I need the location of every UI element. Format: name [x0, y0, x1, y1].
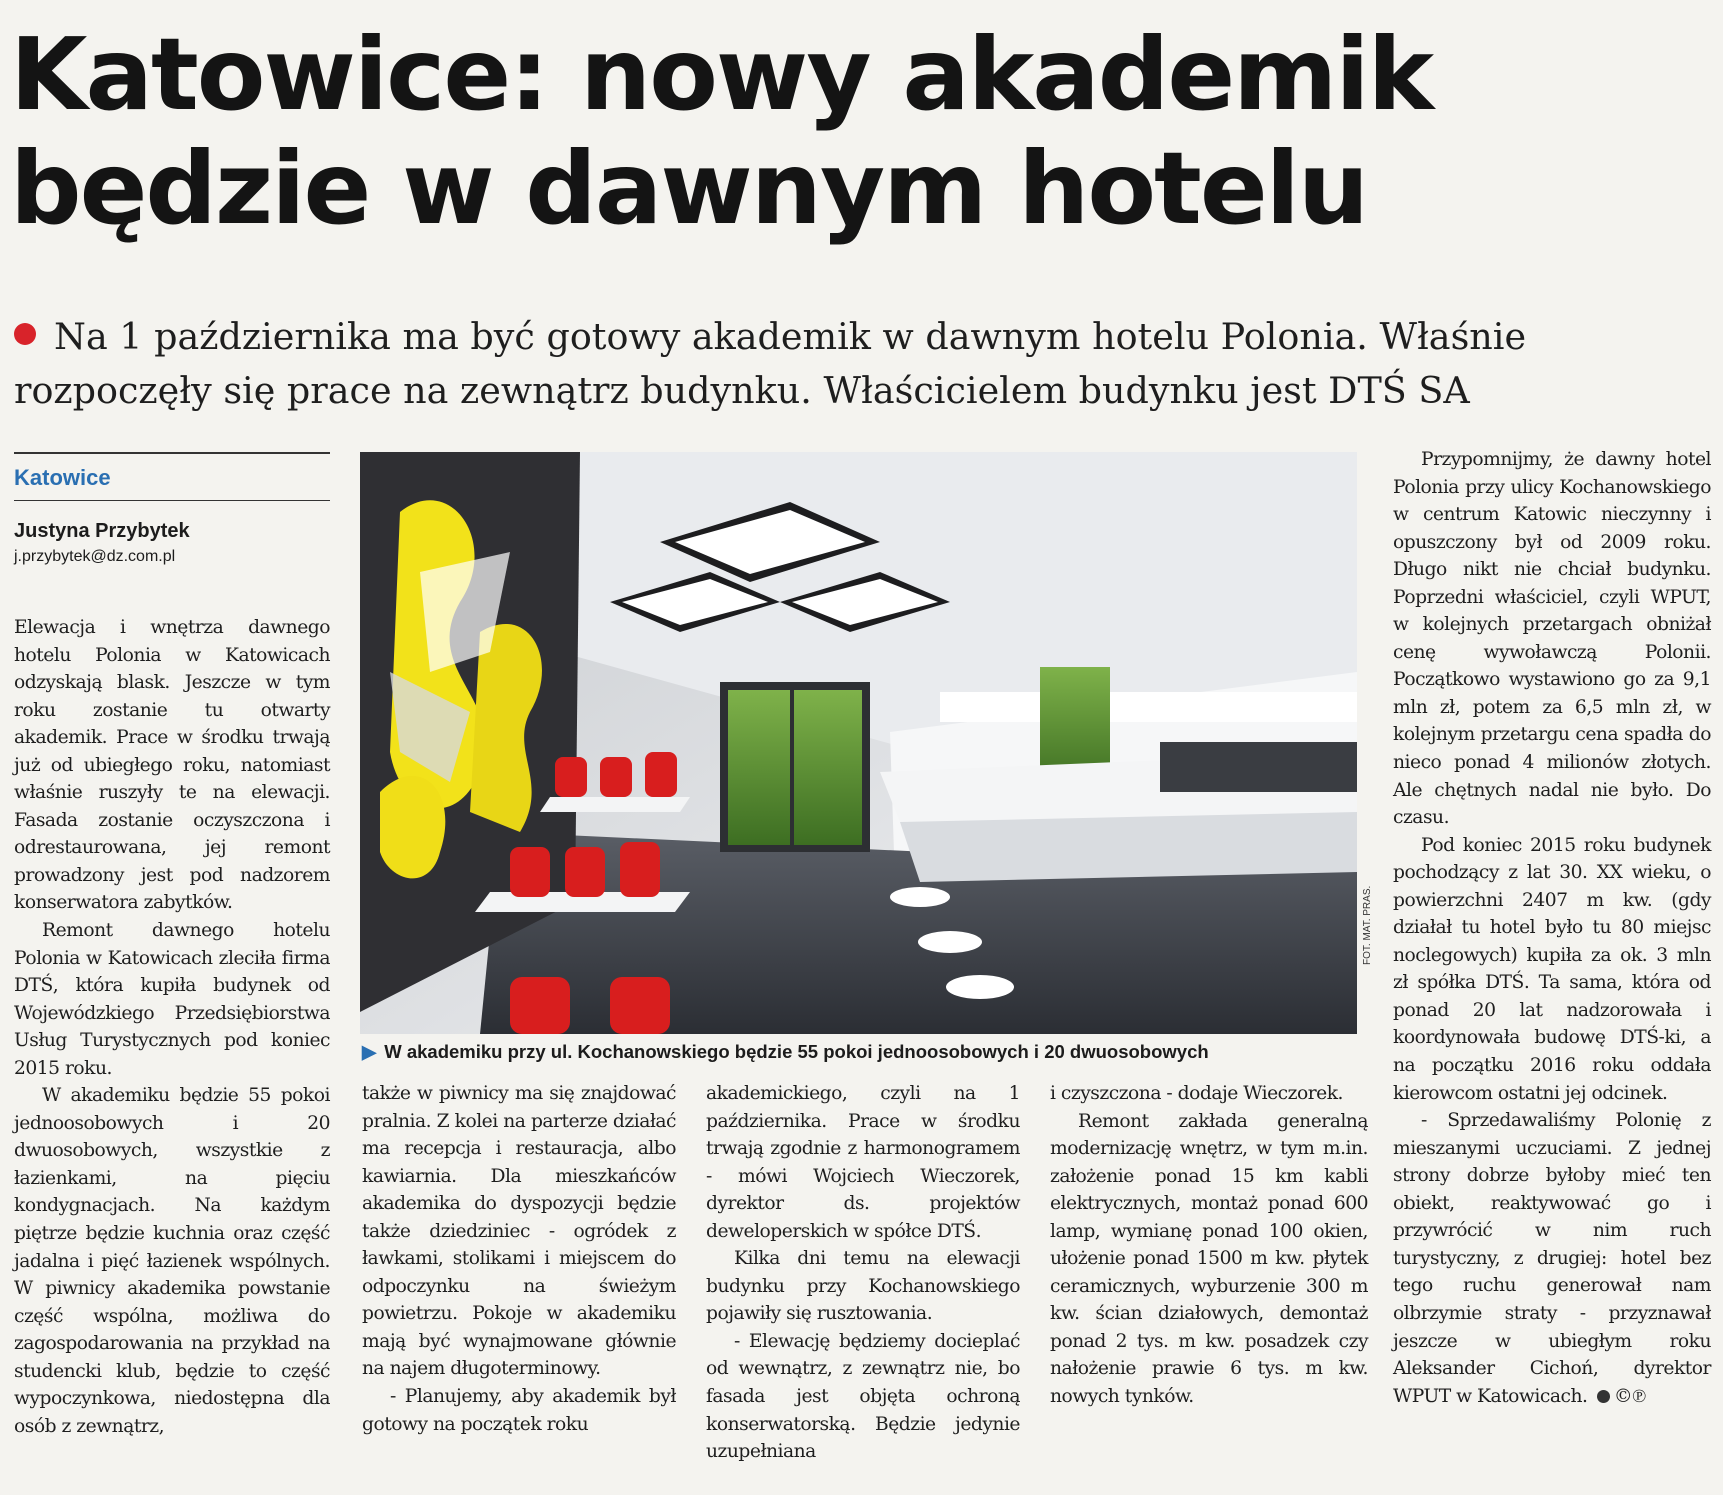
- col3-paragraph-1: akademickiego, czyli na 1 października. Prace w środku trwają zgodnie z harmonogramem - mówi Wojciech Wieczorek, dyrektor ds. projektów deweloperskich w spółce DTŚ.: [706, 1083, 1020, 1242]
- caption-triangle-icon: ▶: [362, 1041, 377, 1062]
- author-email: j.przybytek@dz.com.pl: [14, 548, 176, 565]
- author-name: Justyna Przybytek: [14, 520, 190, 542]
- article-photo: [360, 452, 1357, 1034]
- column-4: [1050, 1080, 1368, 1411]
- byline-mid-rule: [14, 500, 330, 501]
- col4-paragraph-1: i czyszczona - dodaje Wieczorek.: [1050, 1083, 1344, 1104]
- photo-credit: FOT. MAT. PRAS.: [1362, 885, 1373, 965]
- photo-caption-text: W akademiku przy ul. Kochanowskiego będzie 55 pokoi jednoosobowych i 20 dwuosobowych: [384, 1041, 1209, 1062]
- lead: [14, 310, 1714, 418]
- byline-top-rule: [14, 452, 330, 454]
- col3-paragraph-2: Kilka dni temu na elewacji budynku przy Kochanowskiego pojawiły się rusztowania.: [706, 1248, 1020, 1325]
- col5-paragraph-2: Pod koniec 2015 roku budynek pochodzący z lat 30. XX wieku, o powierzchni 2407 m kw. (gdy działał tu hotel było tu 80 miejsc noclegowych) kupiła za ok. 3 mln zł spółka DTŚ. Ta sama, która od ponad 20 lat nadzorowała i koordynowała budowę DTŚ-ki, a na początku 2016 roku oddała kierowcom ostatni jej odcinek.: [1393, 834, 1711, 1104]
- col4-paragraph-2: Remont zakłada generalną modernizację wnętrz, w tym m.in. założenie ponad 15 km kabli elektrycznych, montaż ponad 600 lamp, wymianę ponad 100 okien, ułożenie ponad 1500 m kw. płytek ceramicznych, wyburzenie 300 m kw. ścian działowych, demontaż ponad 2 tys. m kw. posadzek czy nałożenie prawie 6 tys. m kw. nowych tynków.: [1050, 1110, 1368, 1408]
- lead-line-1: Na 1 października ma być gotowy akademik w dawnym hotelu Polonia. Właśnie: [54, 315, 1527, 358]
- red-bullet-icon: [14, 323, 36, 345]
- col1-paragraph-1: Elewacja i wnętrza dawnego hotelu Polonia w Katowicach odzyskają blask. Jeszcze w tym roku zostanie tu otwarty akademik. Prace w środku trwają już od ubiegłego roku, natomiast właśnie ruszyły te na elewacji. Fasada zostanie oczyszczona i odrestaurowana, jej remont prowadzony jest pod nadzorem konserwatora zabytków.: [14, 617, 330, 914]
- photo-caption: [362, 1041, 1209, 1063]
- col1-paragraph-3: W akademiku będzie 55 pokoi jednoosobowych i 20 dwuosobowych, wszystkie z łazienkami, na pięciu kondygnacjach. Na każdym piętrze będzie kuchnia oraz część jadalna i pięć łazienek wspólnych. W piwnicy akademika powstanie część wspólna, możliwa do zagospodarowania na przykład na studencki klub, będzie to część wypoczynkowa, niedostępna dla osób z zewnątrz,: [14, 1085, 330, 1437]
- headline-line-2: będzie w dawnym hotelu: [10, 130, 1368, 247]
- headline: [10, 18, 1710, 246]
- col3-paragraph-3: - Elewację będziemy docieplać od wewnątrz, z zewnątrz nie, bo fasada jest objęta ochroną konserwatorską. Będzie jedynie uzupełniana: [706, 1330, 1020, 1463]
- col5-paragraph-3: [1393, 1107, 1711, 1410]
- section-label: Katowice: [14, 465, 111, 490]
- col5-paragraph-3-text: - Sprzedawaliśmy Polonię z mieszanymi uczuciami. Z jednej strony dobrze byłoby mieć ten obiekt, reaktywować go i przywrócić w nim ruch turystyczny, z drugiej: hotel bez tego ruchu generował nam olbrzymie straty - przyznawał jeszcze w ubiegłym roku Aleksander Cichoń, dyrektor WPUT w Katowicach.: [1393, 1110, 1711, 1407]
- copyright-sign: ©℗: [1613, 1385, 1646, 1407]
- column-5: [1393, 446, 1711, 1410]
- col1-paragraph-2: Remont dawnego hotelu Polonia w Katowicach zleciła firma DTŚ, która kupiła budynek od Wojewódzkiego Przedsiębiorstwa Usług Turystycznych pod koniec 2015 roku.: [14, 920, 330, 1079]
- lead-line-2: rozpoczęły się prace na zewnątrz budynku. Właścicielem budynku jest DTŚ SA: [14, 369, 1470, 412]
- column-1: [14, 614, 330, 1440]
- col2-paragraph-1: także w piwnicy ma się znajdować pralnia. Z kolei na parterze działać ma recepcja i restauracja, albo kawiarnia. Dla mieszkańców akademika do dyspozycji będzie także dziedziniec - ogródek z ławkami, stolikami i miejscem do odpoczynku na świeżym powietrzu. Pokoje w akademiku mają być wynajmowane głównie na najem długoterminowy.: [362, 1083, 676, 1380]
- end-mark-icon: [1597, 1390, 1610, 1403]
- col2-paragraph-2: - Planujemy, aby akademik był gotowy na początek roku: [362, 1386, 676, 1435]
- col5-paragraph-1: Przypomnijmy, że dawny hotel Polonia przy ulicy Kochanowskiego w centrum Katowic nieczynny i opuszczony był od 2009 roku. Długo nikt nie chciał budynku. Poprzedni właściciel, czyli WPUT, w kolejnych przetargach obniżał cenę wywoławczą Polonii. Początkowo wystawiono go za 9,1 mln zł, potem za 6,5 mln zł, w kolejnym przetargu cena spadła do nieco ponad 4 milionów złotych. Ale chętnych nadal nie było. Do czasu.: [1393, 449, 1711, 829]
- column-3: [706, 1080, 1020, 1466]
- headline-line-1: Katowice: nowy akademik: [10, 16, 1433, 133]
- column-2: [362, 1080, 676, 1438]
